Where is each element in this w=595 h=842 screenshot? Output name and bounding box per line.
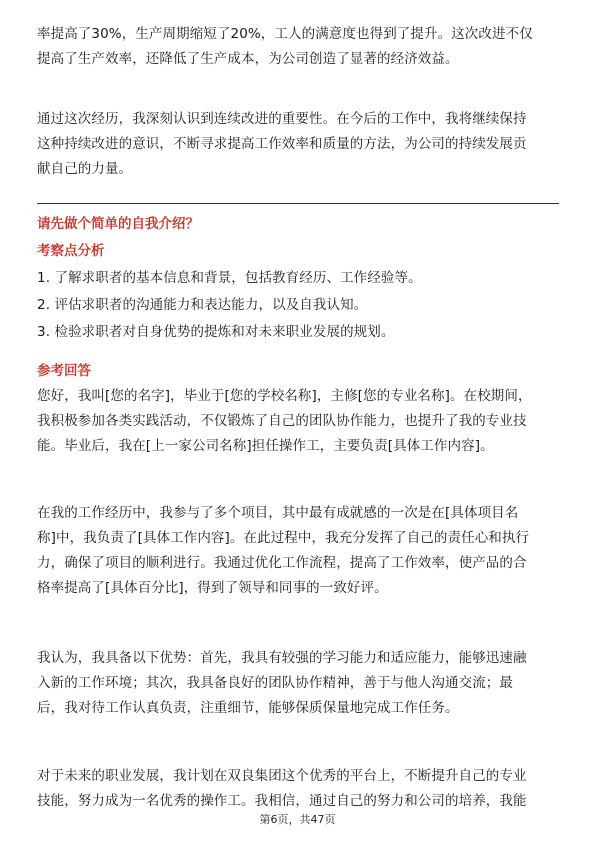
answer-section bbox=[37, 360, 559, 382]
text-line: 我积极参加各类实践活动，不仅锻炼了自己的团队协作能力，也提升了我的专业技 bbox=[37, 413, 527, 429]
page-footer: 第6页，共47页 bbox=[259, 813, 336, 826]
text-line: 称]中，我负责了[具体工作内容]。在此过程中，我充分发挥了自己的责任心和执行 bbox=[37, 530, 530, 546]
closing-paragraph bbox=[37, 107, 559, 182]
text-line: 对于未来的职业发展，我计划在双良集团这个优秀的平台上，不断提升自己的专业 bbox=[37, 768, 527, 784]
text-line: 您好，我叫[您的名字]，毕业于[您的学校名称]，主修[您的专业名称]。在校期间， bbox=[37, 388, 532, 404]
analysis-heading: 考察点分析 bbox=[37, 243, 105, 259]
question-block bbox=[37, 213, 559, 235]
text-line: 入新的工作环境；其次，我具备良好的团队协作精神，善于与他人沟通交流；最 bbox=[37, 675, 513, 691]
text-line: 能。毕业后，我在[上一家公司名称]担任操作工，主要负责[具体工作内容]。 bbox=[37, 438, 494, 454]
text-line: 提高了生产效率，还降低了生产成本，为公司创造了显著的经济效益。 bbox=[37, 51, 459, 67]
analysis-item: 3. 检验求职者对自身优势的提炼和对未来职业发展的规划。 bbox=[37, 324, 395, 340]
text-line: 我认为，我具备以下优势：首先，我具有较强的学习能力和适应能力，能够迅速融 bbox=[37, 650, 527, 666]
answer-paragraph bbox=[37, 501, 559, 601]
section-divider bbox=[37, 203, 559, 204]
text-line: 后，我对待工作认真负责，注重细节，能够保质保量地完成工作任务。 bbox=[37, 700, 459, 716]
text-line: 在我的工作经历中，我参与了多个项目，其中最有成就感的一次是在[具体项目名 bbox=[37, 505, 519, 521]
intro-paragraph bbox=[37, 22, 559, 72]
text-line: 献自己的力量。 bbox=[37, 161, 133, 177]
answer-heading: 参考回答 bbox=[37, 363, 91, 379]
analysis-item: 2. 评估求职者的沟通能力和表达能力，以及自我认知。 bbox=[37, 297, 368, 313]
text-line: 这种持续改进的意识，不断寻求提高工作效率和质量的方法，为公司的持续发展贡 bbox=[37, 136, 527, 152]
analysis-section bbox=[37, 240, 559, 262]
text-line: 格率提高了[具体百分比]，得到了领导和同事的一致好评。 bbox=[37, 580, 388, 596]
answer-paragraph bbox=[37, 646, 559, 721]
answer-paragraph bbox=[37, 764, 559, 814]
text-line: 通过这次经历，我深刻认识到连续改进的重要性。在今后的工作中，我将继续保持 bbox=[37, 111, 527, 127]
text-line: 技能，努力成为一名优秀的操作工。我相信，通过自己的努力和公司的培养，我能 bbox=[37, 793, 527, 809]
analysis-item: 1. 了解求职者的基本信息和背景，包括教育经历、工作经验等。 bbox=[37, 270, 422, 286]
question-title: 请先做个简单的自我介绍？ bbox=[37, 216, 199, 232]
text-line: 率提高了30%，生产周期缩短了20%，工人的满意度也得到了提升。这次改进不仅 bbox=[37, 26, 533, 42]
text-line: 力，确保了项目的顺利进行。我通过优化工作流程，提高了工作效率，使产品的合 bbox=[37, 555, 527, 571]
answer-paragraph bbox=[37, 384, 559, 459]
analysis-list bbox=[37, 265, 559, 346]
